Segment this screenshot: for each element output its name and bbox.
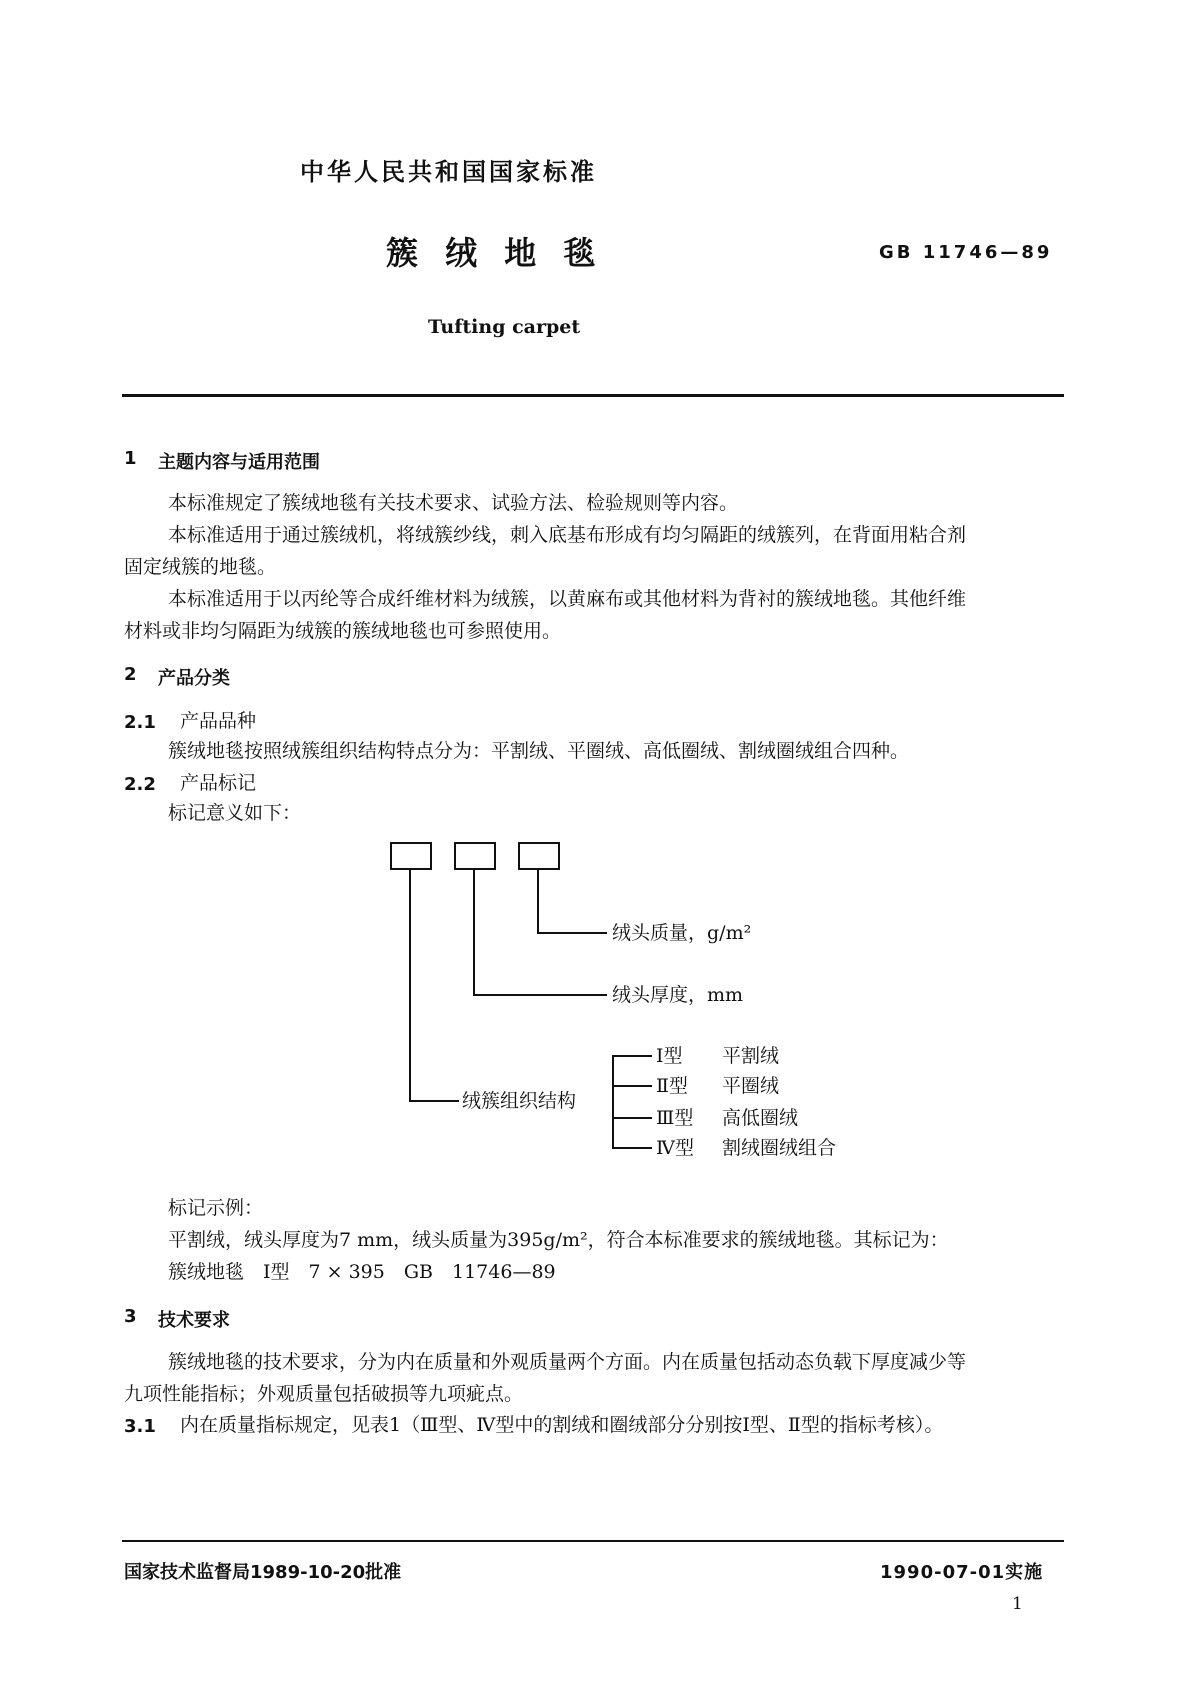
weight-leader-vertical [537,870,539,934]
types-bracket-vertical [612,1055,614,1149]
section-2-2-title: 产品标记 [180,772,257,794]
section-3-1-text: 内在质量指标规定，见表1（Ⅲ型、Ⅳ型中的割绒和圈绒部分分别按Ⅰ型、Ⅱ型的指标考核）。 [180,1414,944,1436]
example-line-2: 簇绒地毯 Ⅰ型 7 × 395 GB 11746—89 [168,1261,556,1283]
section-2-title: 产品分类 [158,668,230,689]
structure-label: 绒簇组织结构 [462,1090,577,1112]
type-1-connector [612,1055,652,1057]
section-3-1-number: 3.1 [124,1416,156,1437]
type-1-code: Ⅰ型 [656,1045,683,1067]
section-1-paragraph-3-line-1: 本标准适用于以丙纶等合成纤维材料为绒簇，以黄麻布或其他材料为背衬的簇绒地毯。其他纤维 [168,588,967,610]
example-heading: 标记示例： [168,1197,264,1219]
structure-box [390,842,432,870]
page-number: 1 [1012,1594,1023,1614]
section-3-paragraph-line-1: 簇绒地毯的技术要求，分为内在质量和外观质量两个方面。内在质量包括动态负载下厚度减少等 [168,1351,967,1373]
section-1-paragraph-2-line-2: 固定绒簇的地毯。 [124,556,277,578]
standard-code: GB 11746—89 [879,242,1053,263]
thickness-leader-vertical [473,870,475,996]
org-title: 中华人民共和国国家标准 [300,158,597,186]
section-2-2-number: 2.2 [124,774,156,795]
type-2-connector [612,1085,652,1087]
structure-leader-vertical [409,870,411,1102]
thickness-label: 绒头厚度，mm [612,984,744,1006]
thickness-leader-horizontal [473,994,607,996]
type-2-code: Ⅱ型 [656,1075,688,1097]
section-2-2-text: 标记意义如下： [168,802,302,824]
section-1-paragraph-2-line-1: 本标准适用于通过簇绒机，将绒簇纱线，刺入底基布形成有均匀隔距的绒簇列，在背面用粘合剂 [168,524,967,546]
english-title: Tufting carpet [428,316,581,338]
section-1-title: 主题内容与适用范围 [158,452,320,473]
weight-box [518,842,560,870]
weight-label: 绒头质量，g/m² [612,922,752,944]
type-4-code: Ⅳ型 [656,1137,694,1159]
type-1-name: 平割绒 [722,1045,780,1067]
section-2-number: 2 [124,664,137,685]
section-3-paragraph-line-2: 九项性能指标；外观质量包括破损等九项疵点。 [124,1383,524,1405]
weight-leader-horizontal [537,932,607,934]
type-2-name: 平圈绒 [722,1075,780,1097]
type-3-connector [612,1117,652,1119]
section-1-number: 1 [124,448,137,469]
example-line-1: 平割绒，绒头厚度为7 mm，绒头质量为395g/m²，符合本标准要求的簇绒地毯。其标记为： [168,1229,949,1251]
section-2-1-title: 产品品种 [180,710,257,732]
type-3-code: Ⅲ型 [656,1107,694,1129]
section-1-paragraph-1: 本标准规定了簇绒地毯有关技术要求、试验方法、检验规则等内容。 [168,492,739,514]
section-2-1-number: 2.1 [124,712,156,733]
type-4-connector [612,1147,652,1149]
section-3-number: 3 [124,1306,137,1327]
structure-leader-horizontal [409,1100,459,1102]
effective-date: 1990-07-01实施 [880,1562,1044,1583]
footer-rule [122,1540,1064,1542]
type-3-name: 高低圈绒 [722,1107,799,1129]
section-1-paragraph-3-line-2: 材料或非均匀隔距为绒簇的簇绒地毯也可参照使用。 [124,620,562,642]
type-4-name: 割绒圈绒组合 [722,1137,837,1159]
thickness-box [454,842,496,870]
document-title: 簇 绒 地 毯 [386,234,604,272]
header-rule [122,394,1064,397]
section-3-title: 技术要求 [158,1310,230,1331]
section-2-1-text: 簇绒地毯按照绒簇组织结构特点分为：平割绒、平圈绒、高低圈绒、割绒圈绒组合四种。 [168,740,910,762]
approval-date: 国家技术监督局1989-10-20批准 [124,1562,402,1583]
